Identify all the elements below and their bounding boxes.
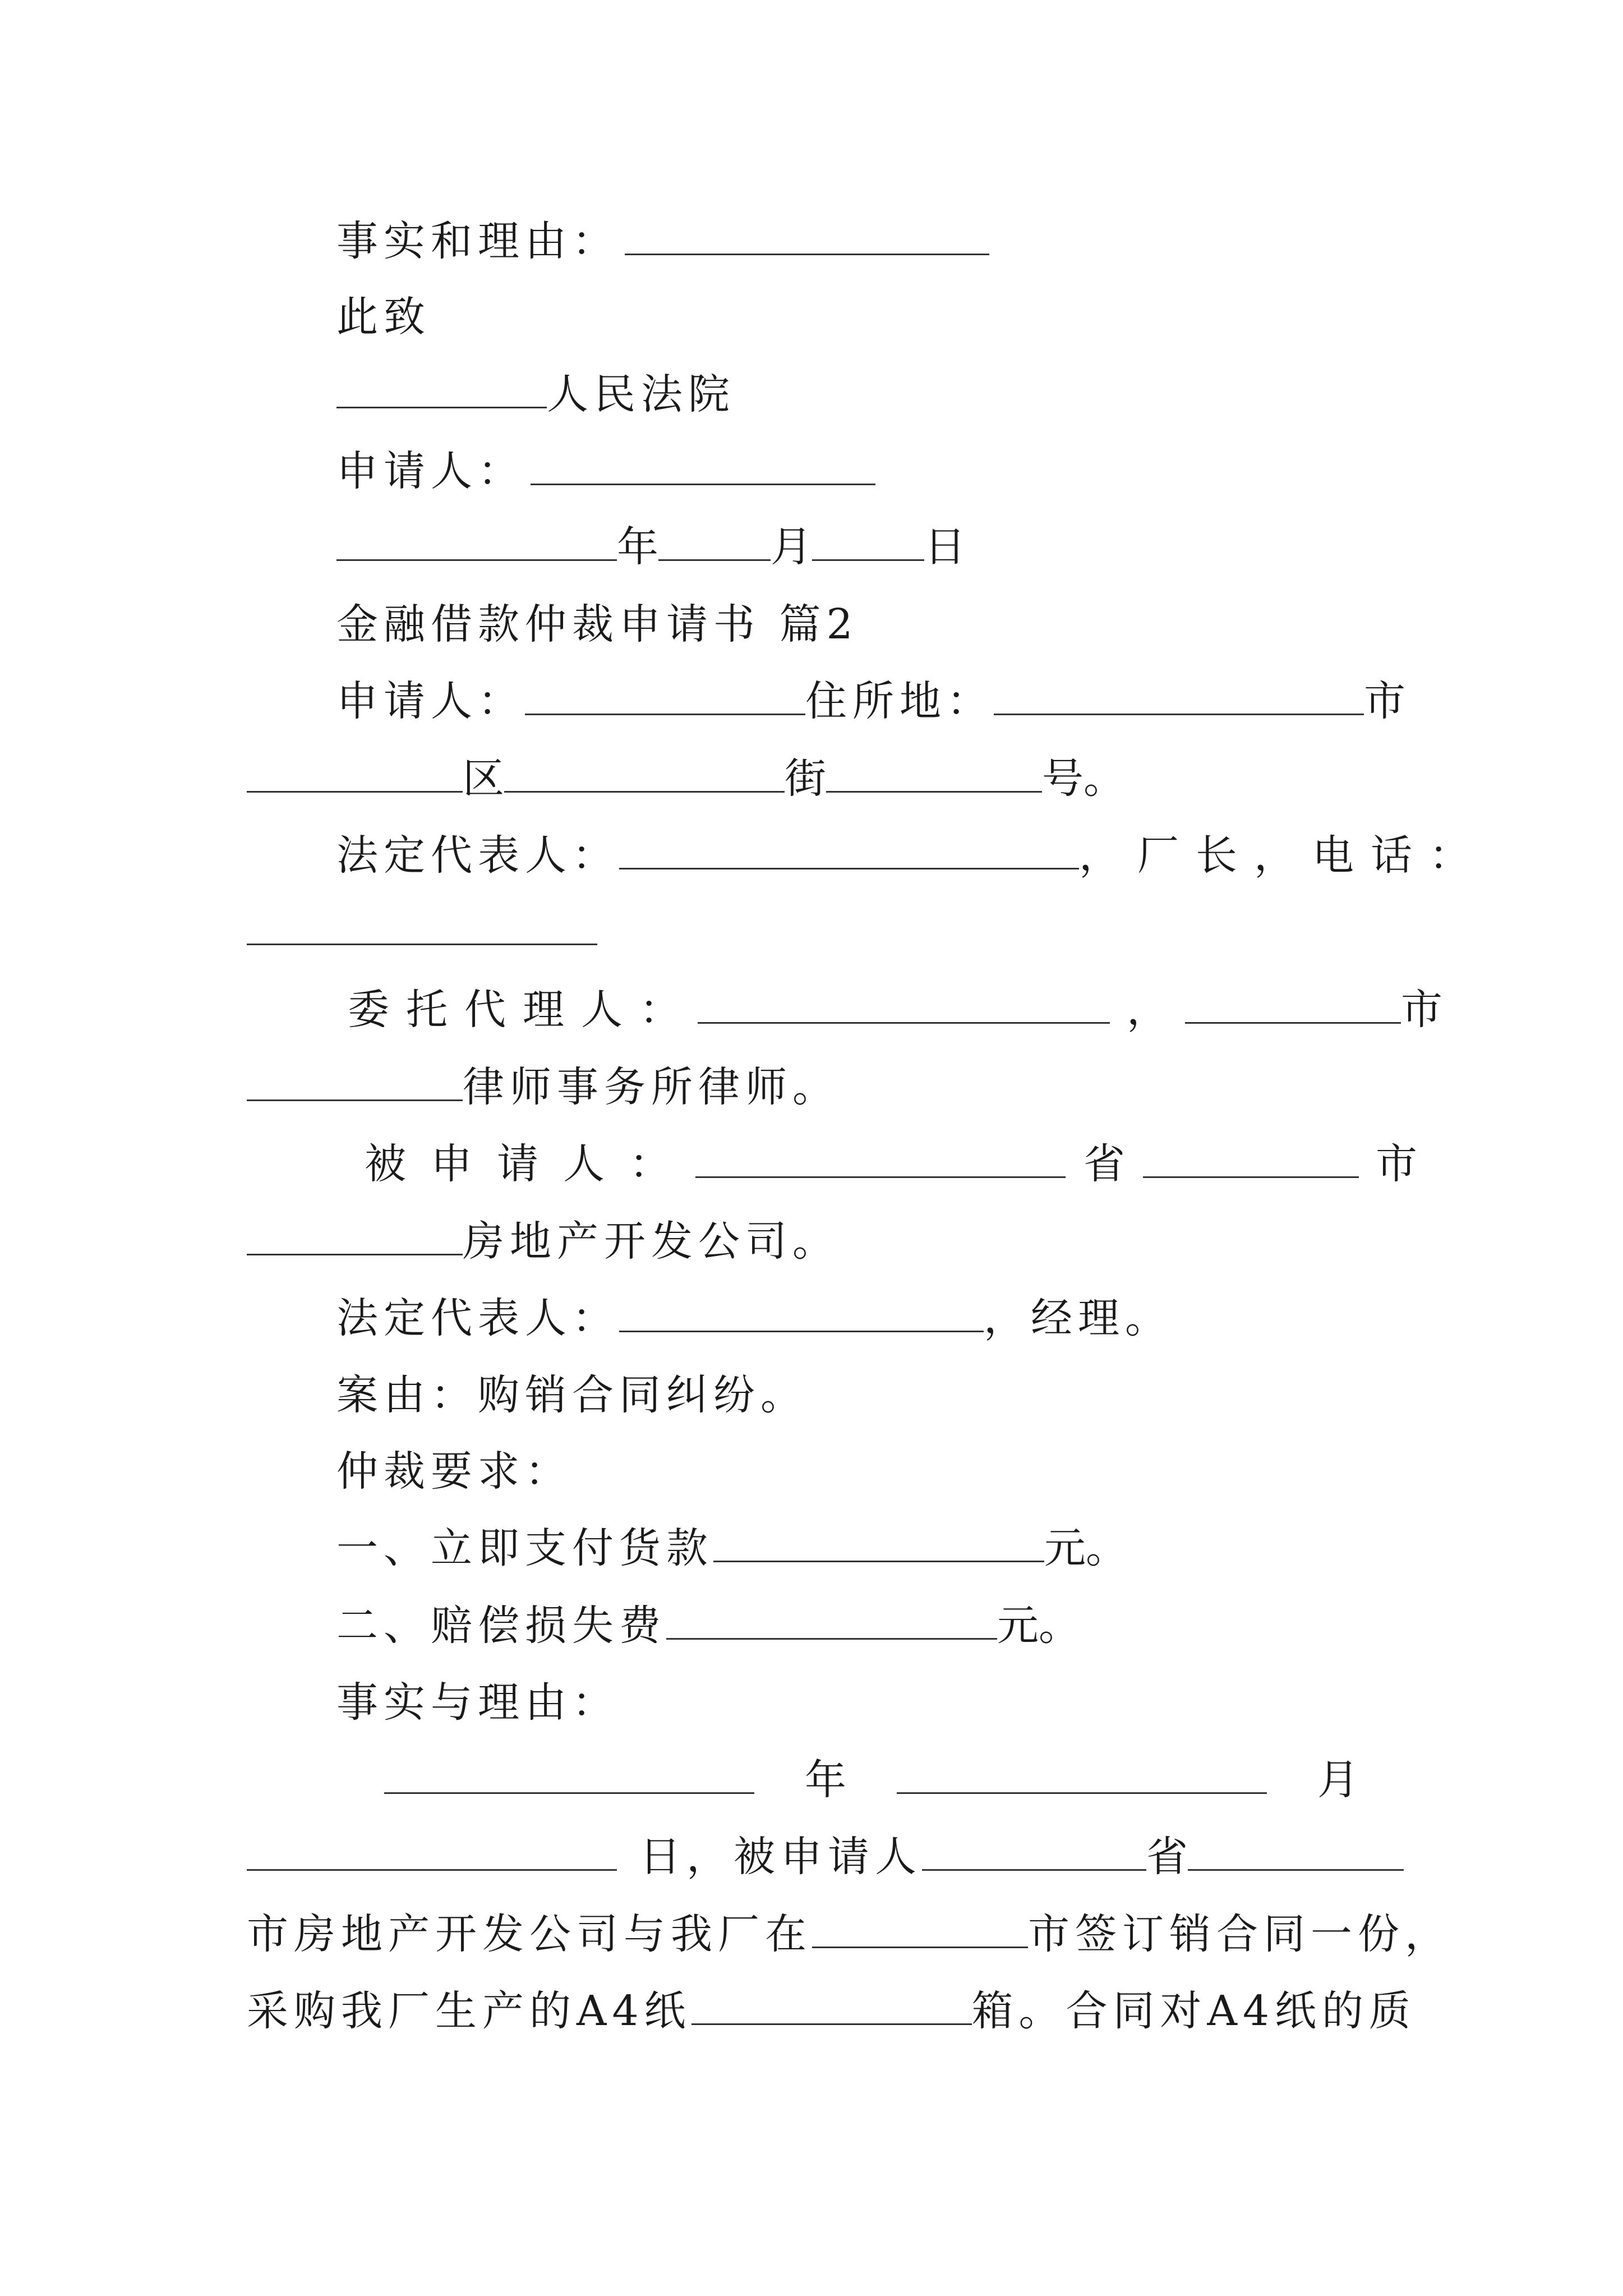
line-section-title [336, 593, 1481, 655]
section-title: 金融借款仲裁申请书 篇2 [336, 600, 859, 648]
year-label: 年 [805, 1756, 846, 1804]
contract-year-blank[interactable] [384, 1753, 754, 1794]
line-agent [348, 979, 1492, 1041]
respondent-label: 被申请人： [365, 1140, 695, 1188]
phone-blank[interactable] [247, 904, 597, 945]
request-2-text: 二、赔偿损失费 [336, 1602, 666, 1650]
law-firm-label: 律师事务所律师。 [463, 1063, 840, 1111]
day-label: 日 [924, 523, 966, 571]
company-blank[interactable] [247, 1214, 463, 1255]
month-label: 月 [771, 523, 812, 571]
city-label: 市 [1376, 1140, 1417, 1188]
comma: ， [1127, 986, 1168, 1034]
purchase-text-2: 箱。合同对A4纸的质 [971, 1987, 1417, 2035]
party-province-blank[interactable] [922, 1830, 1146, 1871]
line-salutation [336, 286, 1481, 348]
agent-blank[interactable] [698, 983, 1110, 1024]
damages-amount-blank[interactable] [666, 1599, 997, 1640]
legal-rep-label: 法定代表人： [336, 1294, 619, 1342]
address-label: 住所地： [805, 677, 994, 725]
year-blank[interactable] [336, 520, 617, 561]
line-purchase [247, 1980, 1417, 2042]
district-label: 区 [463, 754, 504, 803]
respondent-rep-blank[interactable] [619, 1291, 984, 1332]
line-applicant-sign [336, 440, 1481, 502]
applicant-label: 申请人： [336, 677, 525, 725]
applicant-label: 申请人： [336, 447, 525, 495]
line-contract-party [247, 1826, 1391, 1888]
respondent-city-blank[interactable] [1143, 1137, 1359, 1178]
city-label: 市 [1401, 986, 1442, 1034]
phone-label: ，厂长，电话： [1079, 831, 1487, 880]
street-label: 街 [785, 754, 826, 803]
line-company [247, 1211, 1391, 1272]
day-blank[interactable] [812, 520, 924, 561]
line-respondent-rep [336, 1287, 1481, 1349]
line-request-1 [336, 1517, 1481, 1579]
party-city-blank[interactable] [1188, 1830, 1404, 1871]
respondent-text: 日，被申请人 [639, 1833, 922, 1881]
line-phone-blank [247, 900, 1391, 962]
line-case-cause [336, 1364, 1481, 1426]
agent-city-blank[interactable] [1185, 983, 1401, 1024]
blank-field[interactable] [625, 214, 989, 255]
agent-label: 委托代理人： [348, 986, 698, 1034]
requests-label: 仲裁要求： [336, 1447, 572, 1496]
contract-month-blank[interactable] [897, 1753, 1267, 1794]
facts-heading: 事实与理由： [336, 1678, 619, 1727]
province-label: 省 [1083, 1140, 1125, 1188]
line-facts-heading [336, 1672, 1481, 1733]
request-1-text: 一、立即支付货款 [336, 1524, 713, 1572]
line-date [336, 516, 1481, 578]
signing-text-2: 市签订销合同一份， [1028, 1910, 1452, 1958]
respondent-blank[interactable] [695, 1137, 1066, 1178]
signing-text-1: 市房地产开发公司与我厂在 [247, 1910, 812, 1958]
yuan-label: 元。 [1044, 1524, 1127, 1572]
payment-amount-blank[interactable] [713, 1521, 1044, 1562]
line-legal-rep [336, 825, 1487, 886]
year-label: 年 [617, 523, 658, 571]
city-label: 市 [1364, 677, 1405, 725]
company-label: 房地产开发公司。 [463, 1217, 840, 1266]
number-label: 号。 [1042, 754, 1125, 803]
legal-rep-label: 法定代表人： [336, 831, 619, 880]
line-law-firm [247, 1056, 1391, 1118]
line-facts-reasons [336, 210, 1481, 272]
purchase-text-1: 采购我厂生产的A4纸 [247, 1987, 691, 2035]
line-request-2 [336, 1595, 1481, 1657]
line-contract-date [384, 1749, 1528, 1811]
signing-city-blank[interactable] [812, 1907, 1028, 1948]
month-blank[interactable] [658, 520, 771, 561]
line-court [336, 364, 1481, 425]
box-count-blank[interactable] [691, 1984, 972, 2025]
contract-day-blank[interactable] [247, 1830, 617, 1871]
month-label: 月 [1317, 1756, 1359, 1804]
street-blank[interactable] [504, 752, 785, 793]
line-applicant-address [336, 670, 1481, 732]
applicant-blank[interactable] [525, 674, 805, 715]
line-contract-signing [247, 1903, 1452, 1965]
district-blank[interactable] [247, 752, 463, 793]
line-address-detail [247, 748, 1391, 809]
yuan-label: 元。 [997, 1602, 1080, 1650]
legal-rep-blank[interactable] [619, 829, 1079, 869]
number-blank[interactable] [826, 752, 1042, 793]
city-blank[interactable] [994, 674, 1364, 715]
law-firm-blank[interactable] [247, 1060, 463, 1101]
court-name-blank[interactable] [336, 367, 547, 408]
line-arbitration-requests [336, 1441, 1481, 1502]
applicant-blank[interactable] [531, 444, 875, 485]
case-cause-text: 案由：购销合同纠纷。 [336, 1371, 808, 1419]
facts-label: 事实和理由： [336, 217, 619, 265]
line-respondent [365, 1133, 1509, 1195]
manager-label: ，经理。 [984, 1294, 1172, 1342]
province-label: 省 [1146, 1833, 1188, 1881]
court-label: 人民法院 [547, 370, 735, 418]
salutation-text: 此致 [336, 293, 431, 341]
